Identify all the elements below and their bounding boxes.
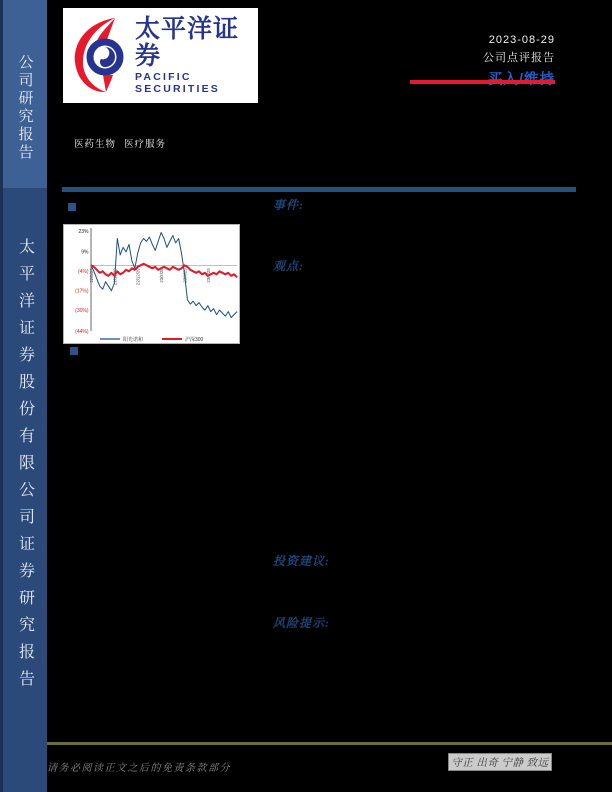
footer-disclaimer: 请务必阅读正文之后的免责条款部分	[47, 763, 231, 774]
sidebar	[0, 0, 47, 792]
svg-text:22/10/29: 22/10/29	[112, 268, 118, 286]
industry-label: 医药生物	[74, 139, 117, 150]
bullet-square-icon	[68, 203, 76, 211]
pacific-securities-logo-icon	[69, 15, 131, 97]
footer-rule	[47, 742, 612, 745]
sector-breadcrumb	[74, 136, 174, 150]
svg-text:22/8/29: 22/8/29	[89, 268, 94, 283]
rating-underline	[410, 80, 555, 84]
sidebar-bottom-panel	[0, 188, 47, 792]
chart-svg	[64, 225, 239, 343]
svg-text:9%: 9%	[81, 249, 89, 256]
svg-text:22/12/29: 22/12/29	[135, 268, 141, 286]
company-logo	[63, 8, 258, 103]
report-type: 公司点评报告	[483, 52, 555, 64]
svg-text:阳光诺和: 阳光诺和	[123, 336, 144, 343]
svg-text:(30%): (30%)	[75, 307, 89, 314]
svg-text:23/4/29: 23/4/29	[182, 268, 188, 283]
sidebar-company-report-label: 太平洋证券股份有限公司证券研究报告	[16, 238, 34, 697]
sidebar-report-category: 公司研究报告	[16, 54, 33, 162]
bullet-square-icon	[70, 347, 78, 355]
svg-text:23/6/29: 23/6/29	[205, 268, 211, 283]
svg-text:沪深300: 沪深300	[185, 336, 204, 343]
rating-badge	[483, 68, 555, 89]
logo-english-name: PACIFIC SECURITIES	[135, 70, 221, 95]
svg-text:23/2/28: 23/2/28	[159, 268, 165, 283]
report-date: 2023-08-29	[488, 34, 555, 46]
stock-performance-chart	[63, 224, 240, 344]
svg-text:(17%): (17%)	[75, 288, 89, 295]
section-label-event: 事件:	[273, 198, 304, 212]
svg-text:(4%): (4%)	[77, 269, 89, 276]
section-label-viewpoint: 观点:	[273, 259, 304, 273]
section-label-risk: 风险提示:	[273, 616, 330, 630]
logo-chinese-name: 太平洋证券	[135, 15, 240, 70]
footer-motto-box: 守正 出奇 宁静 致远	[448, 753, 552, 771]
sub-industry-label: 医疗服务	[124, 139, 167, 150]
sidebar-top-panel	[0, 0, 47, 188]
svg-text:(44%): (44%)	[75, 328, 89, 335]
section-label-advice: 投资建议:	[273, 554, 330, 568]
title-divider-bar	[62, 187, 576, 192]
svg-text:23%: 23%	[78, 228, 89, 235]
